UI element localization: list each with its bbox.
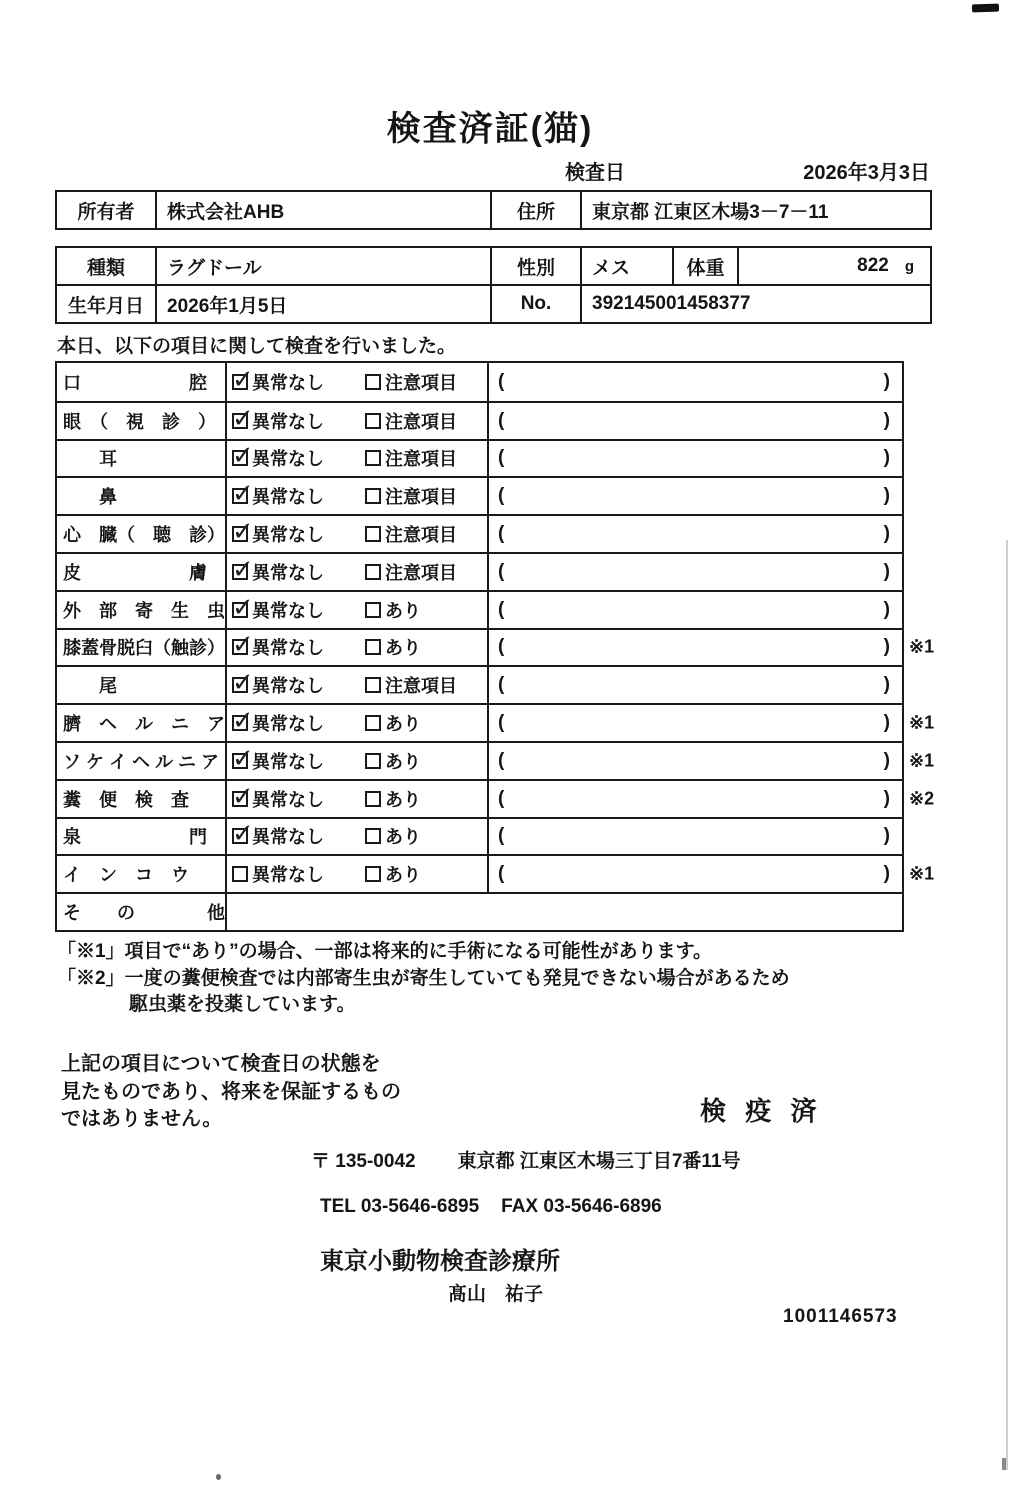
option-flag-label: 注意項目	[385, 525, 457, 546]
inspection-row-fontanelle	[57, 817, 902, 855]
inspection-item-label: 鼻	[57, 478, 227, 514]
inspection-date-label: 検査日	[565, 162, 625, 184]
check-mark: ✓	[232, 553, 254, 584]
pet-row-2	[56, 285, 931, 323]
inspection-options	[227, 743, 489, 779]
checkbox-no-abnormality[interactable]	[232, 591, 254, 622]
close-paren: )	[883, 409, 890, 431]
intro-sentence: 本日、以下の項目に関して検査を行いました。	[57, 336, 457, 357]
inspection-row-heart	[57, 514, 902, 552]
number-label-cell: No.	[491, 285, 581, 323]
sex-label-cell: 性別	[491, 247, 581, 285]
option-flag	[365, 408, 457, 434]
checkbox-flag[interactable]	[365, 791, 381, 807]
inspection-row-ears	[57, 439, 902, 477]
checkbox-flag[interactable]	[365, 715, 381, 731]
option-flag	[365, 710, 421, 736]
option-flag-label: あり	[385, 865, 421, 886]
option-normal-label: 異常なし	[252, 525, 324, 546]
inspection-row-mouth	[57, 363, 902, 401]
open-paren: (	[498, 825, 505, 847]
disclaimer-line-3: ではありません。	[61, 1108, 223, 1130]
inspection-options	[227, 403, 489, 439]
option-flag	[365, 597, 421, 623]
option-normal-label: 異常なし	[252, 714, 324, 735]
page-title: 検査済証(猫)	[386, 110, 594, 148]
checkbox-no-abnormality[interactable]	[232, 402, 254, 433]
option-flag	[365, 445, 457, 471]
check-mark: ✓	[232, 516, 254, 547]
inspection-item-label: 尾	[57, 667, 227, 703]
option-flag	[365, 861, 421, 887]
response-field	[489, 478, 902, 514]
weight-value: 822	[857, 255, 889, 276]
option-flag-label: あり	[385, 714, 421, 735]
option-flag	[365, 521, 457, 547]
scan-artifact	[216, 1474, 221, 1480]
inspection-item-label: イ ン コ ウ	[57, 856, 227, 892]
inspection-row-fecal-exam	[57, 779, 935, 817]
response-field	[489, 743, 902, 779]
inspection-row-skin	[57, 552, 902, 590]
veterinarian-name: 髙山 祐子	[448, 1284, 544, 1305]
option-normal	[232, 516, 365, 547]
check-mark: ✓	[232, 363, 254, 394]
option-flag-label: あり	[385, 789, 421, 810]
footnote-2: 「※2」一度の糞便検査では内部寄生虫が寄生していても発見できない場合があるため	[57, 967, 790, 989]
inspection-item-label: 外 部 寄 生 虫	[57, 592, 227, 628]
inspection-row-eyes	[57, 401, 902, 439]
option-normal-label: 異常なし	[252, 638, 324, 659]
inspection-date-value: 2026年3月3日	[803, 162, 930, 184]
number-value-cell: 392145001458377	[581, 285, 931, 323]
inspection-item-label: 眼 （ 視 診 ）	[57, 403, 227, 439]
option-normal-label: 異常なし	[252, 827, 324, 848]
checkbox-no-abnormality[interactable]	[232, 742, 254, 773]
weight-label-cell: 体重	[673, 247, 738, 285]
birthdate-label-cell: 生年月日	[56, 285, 156, 323]
checkbox-no-abnormality[interactable]	[232, 667, 254, 698]
option-flag-label: 注意項目	[385, 449, 457, 470]
owner-row	[56, 191, 931, 229]
checkbox-no-abnormality[interactable]	[232, 705, 254, 736]
disclaimer-line-2: 見たものであり、将来を保証するもの	[61, 1080, 401, 1103]
option-normal-label: 異常なし	[252, 751, 324, 772]
pet-row-1	[56, 247, 931, 285]
check-mark: ✓	[232, 629, 254, 660]
close-paren: )	[883, 674, 890, 696]
inspection-item-label: 糞 便 検 査	[57, 781, 227, 817]
response-field	[489, 781, 902, 817]
open-paren: (	[498, 636, 505, 658]
option-normal-label: 異常なし	[252, 789, 324, 810]
close-paren: )	[883, 485, 890, 507]
close-paren: )	[883, 447, 890, 469]
inspection-item-label: ソ ケ イ ヘ ル ニ ア	[57, 743, 227, 779]
clinic-contact-line	[320, 1196, 662, 1218]
breed-label-cell: 種類	[56, 247, 156, 285]
option-normal	[232, 402, 365, 434]
option-flag	[365, 369, 457, 395]
inspection-date-line	[55, 156, 930, 182]
inspection-options	[227, 667, 489, 703]
inspection-row-other	[57, 892, 902, 930]
other-response-field	[227, 894, 902, 930]
owner-value-cell: 株式会社AHB	[156, 191, 491, 229]
option-normal-label: 異常なし	[252, 865, 324, 886]
checkbox-flag[interactable]	[365, 374, 381, 390]
response-field	[489, 667, 902, 703]
open-paren: (	[498, 598, 505, 620]
option-normal	[232, 629, 365, 660]
scan-artifact	[1006, 540, 1008, 1470]
check-mark: ✓	[232, 705, 254, 736]
inspection-row-external-parasites	[57, 590, 902, 628]
option-flag	[365, 559, 457, 585]
open-paren: (	[498, 409, 505, 431]
inspection-row-umbilical-hernia	[57, 703, 935, 741]
check-mark: ✓	[232, 742, 254, 773]
checkbox-no-abnormality[interactable]	[232, 553, 254, 584]
inspection-item-label: 皮 膚	[57, 554, 227, 590]
owner-table	[55, 190, 932, 230]
inspection-row-tail	[57, 665, 902, 703]
address-value-cell: 東京都 江東区木場3－7－11	[581, 191, 931, 229]
checkbox-no-abnormality[interactable]	[232, 866, 248, 882]
inspection-item-label: そ の 他	[57, 894, 227, 930]
birthdate-value-cell: 2026年1月5日	[156, 285, 491, 323]
inspection-options	[227, 478, 489, 514]
row-note: ※1	[909, 712, 935, 733]
scan-artifact	[972, 4, 999, 13]
response-field	[489, 592, 902, 628]
close-paren: )	[883, 598, 890, 620]
quarantine-passed-stamp: 検 疫 済	[700, 1096, 823, 1126]
checkbox-no-abnormality[interactable]	[232, 780, 254, 811]
option-normal-label: 異常なし	[252, 676, 324, 697]
check-mark: ✓	[232, 402, 254, 433]
open-paren: (	[498, 447, 505, 469]
open-paren: (	[498, 523, 505, 545]
checkbox-no-abnormality[interactable]	[232, 629, 254, 660]
clinic-address-line	[311, 1146, 741, 1173]
option-normal-label: 異常なし	[252, 562, 324, 583]
disclaimer	[61, 1051, 401, 1134]
response-field	[489, 516, 902, 552]
inspection-item-label: 耳	[57, 441, 227, 477]
open-paren: (	[498, 749, 505, 771]
checkbox-flag[interactable]	[365, 450, 381, 466]
checkbox-flag[interactable]	[365, 866, 381, 882]
inspection-item-label: 臍 ヘ ル ニ ア	[57, 705, 227, 741]
response-field	[489, 705, 902, 741]
check-mark: ✓	[232, 667, 254, 698]
option-flag-label: 注意項目	[385, 487, 457, 508]
option-flag	[365, 823, 421, 849]
check-mark: ✓	[232, 440, 254, 471]
check-mark: ✓	[232, 591, 254, 622]
footnote-2-continued: 駆虫薬を投薬しています。	[129, 994, 356, 1015]
option-normal	[232, 818, 365, 849]
option-normal-label: 異常なし	[252, 487, 324, 508]
checkbox-no-abnormality[interactable]	[232, 440, 254, 471]
option-normal	[232, 780, 365, 812]
row-note: ※1	[909, 750, 935, 771]
inspection-item-label: 膝蓋骨脱臼（触診）	[57, 630, 227, 666]
weight-value-cell	[738, 247, 931, 285]
checkbox-flag[interactable]	[365, 413, 381, 429]
checkbox-flag[interactable]	[365, 488, 381, 504]
option-flag	[365, 483, 457, 509]
option-flag-label: あり	[385, 638, 421, 659]
checkbox-no-abnormality[interactable]	[232, 363, 254, 394]
inspection-table	[55, 361, 935, 932]
disclaimer-line-1: 上記の項目について検査日の状態を	[61, 1053, 381, 1075]
clinic-fax: FAX 03-5646-6896	[501, 1196, 662, 1217]
clinic-address: 東京都 江東区木場三丁目7番11号	[457, 1151, 741, 1172]
inspection-row-nose	[57, 476, 902, 514]
option-normal	[232, 667, 365, 698]
open-paren: (	[498, 370, 505, 392]
close-paren: )	[883, 712, 890, 734]
response-field	[489, 403, 902, 439]
checkbox-flag[interactable]	[365, 828, 381, 844]
inspection-options	[227, 705, 489, 741]
inspection-row-patella	[57, 628, 935, 666]
option-flag-label: 注意項目	[385, 562, 457, 583]
option-normal-label: 異常なし	[252, 600, 324, 621]
option-normal	[232, 861, 365, 887]
address-label-cell: 住所	[491, 191, 581, 229]
option-normal-label: 異常なし	[252, 449, 324, 470]
inspection-options	[227, 781, 489, 817]
open-paren: (	[498, 674, 505, 696]
option-flag-label: あり	[385, 600, 421, 621]
check-mark: ✓	[232, 478, 254, 509]
close-paren: )	[883, 863, 890, 885]
row-note: ※1	[909, 636, 935, 657]
open-paren: (	[498, 485, 505, 507]
checkbox-flag[interactable]	[365, 564, 381, 580]
open-paren: (	[498, 560, 505, 582]
response-field	[489, 630, 902, 666]
option-normal	[232, 440, 365, 471]
inspection-options	[227, 856, 489, 892]
option-flag	[365, 634, 421, 660]
serial-number: 1001146573	[783, 1306, 898, 1327]
footnotes	[57, 939, 790, 1019]
option-normal	[232, 553, 365, 585]
option-normal-label: 異常なし	[252, 372, 324, 393]
inspection-options	[227, 819, 489, 855]
close-paren: )	[883, 749, 890, 771]
row-note: ※2	[909, 788, 935, 809]
option-normal	[232, 363, 365, 395]
close-paren: )	[883, 787, 890, 809]
footnote-1: 「※1」項目で“あり”の場合、一部は将来的に手術になる可能性があります。	[57, 941, 713, 962]
response-field	[489, 441, 902, 477]
close-paren: )	[883, 560, 890, 582]
check-mark: ✓	[232, 818, 254, 849]
owner-label-cell: 所有者	[56, 191, 156, 229]
response-field	[489, 554, 902, 590]
response-field	[489, 819, 902, 855]
option-flag-label: 注意項目	[385, 372, 457, 393]
option-flag-label: あり	[385, 827, 421, 848]
inspection-options	[227, 630, 489, 666]
breed-value-cell: ラグドール	[156, 247, 491, 285]
checkbox-flag[interactable]	[365, 639, 381, 655]
inspection-options	[227, 441, 489, 477]
option-normal	[232, 742, 365, 774]
response-field	[489, 856, 902, 892]
response-field	[489, 363, 902, 401]
option-flag	[365, 748, 421, 774]
close-paren: )	[883, 636, 890, 658]
checkbox-flag[interactable]	[365, 753, 381, 769]
inspection-options	[227, 516, 489, 552]
inspection-row-inkou	[57, 854, 935, 892]
close-paren: )	[883, 825, 890, 847]
checkbox-flag[interactable]	[365, 677, 381, 693]
pet-info-table	[55, 246, 932, 324]
inspection-row-inguinal-hernia	[57, 741, 935, 779]
checkbox-flag[interactable]	[365, 526, 381, 542]
checkbox-no-abnormality[interactable]	[232, 516, 254, 547]
checkbox-flag[interactable]	[365, 602, 381, 618]
row-note: ※1	[909, 863, 935, 884]
check-mark: ✓	[232, 780, 254, 811]
inspection-options	[227, 554, 489, 590]
option-flag-label: 注意項目	[385, 411, 457, 432]
inspection-item-label: 泉 門	[57, 819, 227, 855]
open-paren: (	[498, 863, 505, 885]
inspection-item-label: 心 臓（ 聴 診）	[57, 516, 227, 552]
postal-code: 〒 135-0042	[311, 1151, 416, 1172]
sex-value-cell: メス	[581, 247, 673, 285]
option-normal-label: 異常なし	[252, 411, 324, 432]
close-paren: )	[883, 523, 890, 545]
option-normal	[232, 591, 365, 623]
option-flag-label: 注意項目	[385, 676, 457, 697]
inspection-options	[227, 592, 489, 628]
checkbox-no-abnormality[interactable]	[232, 478, 254, 509]
option-normal	[232, 705, 365, 736]
open-paren: (	[498, 712, 505, 734]
option-flag	[365, 786, 421, 812]
option-flag-label: あり	[385, 751, 421, 772]
option-flag	[365, 672, 457, 698]
option-normal	[232, 478, 365, 509]
close-paren: )	[883, 370, 890, 392]
checkbox-no-abnormality[interactable]	[232, 818, 254, 849]
open-paren: (	[498, 787, 505, 809]
clinic-tel: TEL 03-5646-6895	[320, 1196, 480, 1217]
inspection-options	[227, 363, 489, 401]
weight-unit: g	[904, 258, 914, 275]
inspection-item-label: 口 腔	[57, 363, 227, 401]
clinic-name: 東京小動物検査診療所	[320, 1248, 560, 1275]
